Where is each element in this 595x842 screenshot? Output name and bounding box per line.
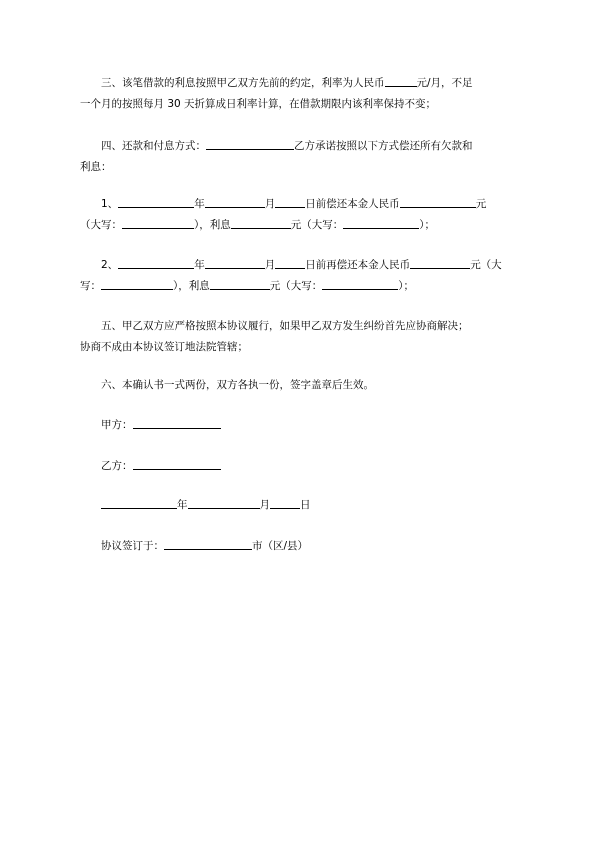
item1-month-blank[interactable]: [205, 195, 265, 208]
item1-principal-label: 日前偿还本金人民币: [305, 198, 400, 210]
city-label: 市（区/县）: [252, 540, 309, 552]
item1-interest-daxie-blank[interactable]: [343, 216, 419, 229]
clause3-text-a: 三、该笔借款的利息按照甲乙双方先前的约定，利率为人民币: [101, 77, 385, 89]
party-a-signature: [101, 415, 221, 436]
repayment-item-1: [80, 194, 520, 236]
signing-date: [101, 495, 311, 516]
clause-dispute-resolution: [80, 316, 520, 358]
item1-principal-daxie-blank[interactable]: [122, 216, 194, 229]
item2-year-label: 年: [194, 259, 205, 271]
clause4-text-a: 四、还款和付息方式：: [101, 140, 206, 152]
item2-num: 2、: [101, 259, 119, 271]
item2-month-blank[interactable]: [205, 256, 265, 269]
item1-year-label: 年: [194, 198, 205, 210]
item2-yuan-daxie-label: 元（大: [470, 259, 502, 271]
item1-num: 1、: [101, 198, 119, 210]
party-b-blank[interactable]: [133, 457, 221, 470]
item1-year-blank[interactable]: [118, 195, 194, 208]
item2-interest-daxie-label: 元（大写：: [269, 280, 323, 292]
item2-xie-label: 写：: [80, 280, 101, 292]
sign-year-blank[interactable]: [101, 496, 177, 509]
item2-month-label: 月: [264, 259, 276, 271]
item2-day-blank[interactable]: [275, 256, 305, 269]
clause4-text-c: 利息：: [80, 161, 112, 173]
item2-close: ）；: [398, 280, 414, 292]
item2-year-blank[interactable]: [118, 256, 194, 269]
clause-interest-rate: [80, 73, 520, 115]
item1-yuan-label: 元: [475, 198, 487, 210]
party-a-label: 甲方：: [101, 419, 133, 431]
sign-day-blank[interactable]: [270, 496, 300, 509]
item1-daxie-label: （大写：: [80, 219, 122, 231]
sign-month-blank[interactable]: [188, 496, 260, 509]
item2-interest-label: ），利息: [173, 280, 210, 292]
sign-year-label: 年: [177, 499, 188, 511]
repayment-method-blank[interactable]: [206, 137, 294, 150]
item1-month-label: 月: [264, 198, 276, 210]
signed-city-blank[interactable]: [164, 537, 252, 550]
sign-day-label: 日: [300, 499, 311, 511]
clause-effectiveness: [80, 375, 520, 396]
sign-month-label: 月: [259, 499, 270, 511]
clause5-line2: 协商不成由本协议签订地法院管辖；: [80, 341, 248, 353]
clause5-line1: 五、甲乙双方应严格按照本协议履行，如果甲乙双方发生纠纷首先应协商解决；: [101, 320, 469, 332]
signing-location: [101, 536, 308, 557]
party-b-label: 乙方：: [101, 460, 133, 472]
item2-interest-blank[interactable]: [210, 277, 270, 290]
item1-close: ）；: [419, 219, 435, 231]
repayment-item-2: [80, 255, 520, 297]
clause3-text-b: 元/月，不足: [416, 77, 473, 89]
item1-interest-daxie-label: 元（大写：: [290, 219, 344, 231]
item2-principal-daxie-blank[interactable]: [101, 277, 173, 290]
item2-interest-daxie-blank[interactable]: [322, 277, 398, 290]
party-b-signature: [101, 456, 221, 477]
clause-repayment-method: [80, 136, 520, 178]
item1-principal-blank[interactable]: [400, 195, 476, 208]
clause3-text-c: 一个月的按照每月 30 天折算成日利率计算，在借款期限内该利率保持不变；: [80, 98, 437, 110]
signed-at-label: 协议签订于：: [101, 540, 164, 552]
rate-blank[interactable]: [385, 74, 417, 87]
clause6-line1: 六、本确认书一式两份，双方各执一份，签字盖章后生效。: [101, 379, 374, 391]
clause4-text-b: 乙方承诺按照以下方式偿还所有欠款和: [294, 140, 473, 152]
item2-principal-label: 日前再偿还本金人民币: [305, 259, 411, 271]
item1-interest-blank[interactable]: [231, 216, 291, 229]
item1-interest-label: ），利息: [194, 219, 231, 231]
party-a-blank[interactable]: [133, 416, 221, 429]
item1-day-blank[interactable]: [275, 195, 305, 208]
item2-principal-blank[interactable]: [410, 256, 470, 269]
